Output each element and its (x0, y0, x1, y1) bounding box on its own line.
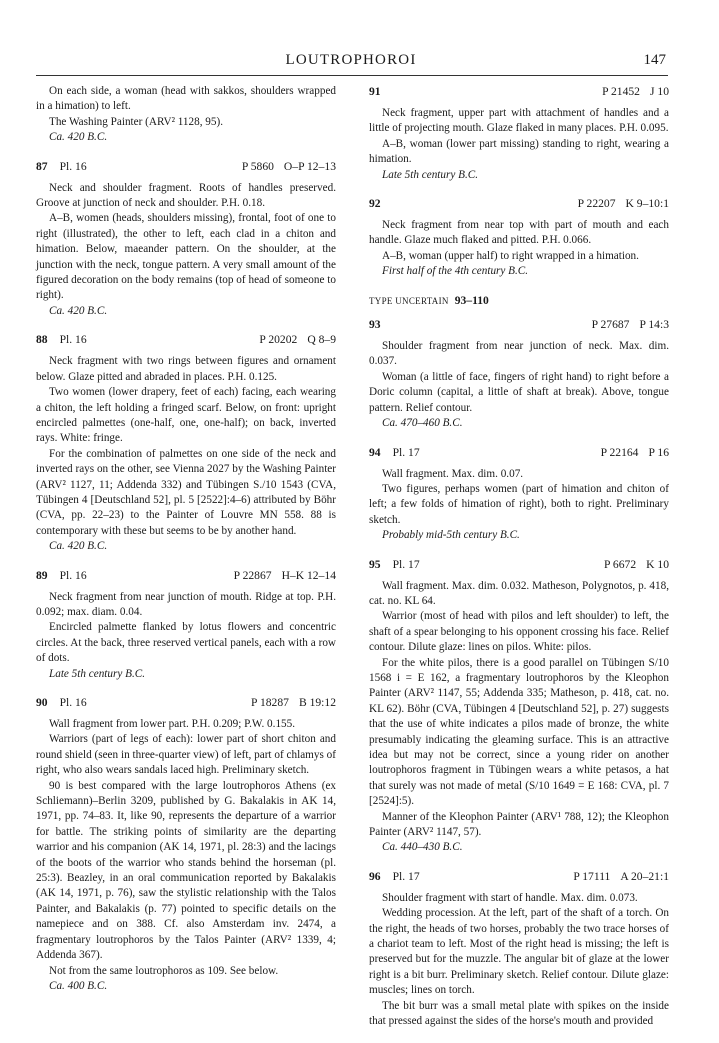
entry-date: Ca. 420 B.C. (49, 304, 108, 317)
grid-ref: P 16 (648, 445, 669, 459)
plate-ref: Pl. 17 (392, 869, 420, 883)
entry-header-left (36, 159, 87, 175)
entry-paragraph: Two figures, perhaps women (part of himation and chiton of left; a few folds of himation of right), both to right. Preliminary sketch. (369, 482, 669, 526)
entry-number: 92 (369, 197, 381, 211)
continued-entry (36, 84, 336, 146)
entry-paragraph: For the white pilos, there is a good parallel on Tübingen S/10 1568 i = E 162, a fragmentary loutrophoros by the Kleophon Painter (ARV² 1147, 55; Addenda 335; Matheson, p. 418, cat. no. KL 62). Böhr (CVA, Tübingen 4 [Deutschland 52], p. 27) suggests that the use of white indicates a pilos made of bronze, the white presumably indicating the gleaming surface. This is an attractive idea but may not be correct, since a young rider on another loutrophoros fragment in Tübingen wears a white petasos, a hat that surely was not made of metal (S/10 1649 = E 168: CVA, pl. 7 [2524]:5). (369, 656, 669, 808)
grid-ref: A 20–21:1 (620, 869, 669, 883)
entry-header-right (578, 196, 669, 212)
entry-paragraph: Wall fragment from lower part. P.H. 0.209; P.W. 0.155. (49, 718, 296, 730)
entry-paragraph: Not from the same loutrophoros as 109. See below. (49, 964, 279, 977)
entry-header-right (602, 84, 669, 100)
entry-paragraph: A–B, woman (lower part missing) standing to right, wearing a himation. (369, 137, 669, 166)
entry-paragraph: Manner of the Kleophon Painter (ARV¹ 788, 12); the Kleophon Painter (ARV² 1147, 57). (369, 810, 669, 839)
entry-header (369, 84, 669, 100)
entry-date: Late 5th century B.C. (49, 667, 146, 680)
type-heading-label: TYPE UNCERTAIN (369, 295, 449, 306)
catalogue-entry (36, 332, 336, 554)
catalogue-entry (369, 557, 669, 856)
type-heading (369, 293, 669, 309)
entry-paragraph: Wedding procession. At the left, part of the shaft of a torch. On the right, the heads of two horses, probably the two trace horses of a chariot team to left. Most of the right head is missing; the left is preserved but for the muzzle. The angular bit of glaze at the lower right is a bit burr. Preliminary sketch. Relief contour. Dilute glaze: muscles; lines on torch. (369, 907, 669, 997)
entry-header-left (369, 317, 381, 333)
entry-number: 91 (369, 85, 381, 98)
entry-paragraph: Neck fragment, upper part with attachment of handles and a little of projecting mouth. Glaze flaked in many places. P.H. 0.095. (369, 107, 669, 135)
catalogue-entry (369, 84, 669, 183)
entry-paragraph: Shoulder fragment with start of handle. Max. dim. 0.073. (382, 891, 638, 904)
inventory-number: P 27687 (591, 318, 630, 332)
entry-header-left (369, 869, 420, 885)
inventory-number: P 17111 (573, 869, 611, 883)
page-number: 147 (643, 52, 666, 68)
entry-number: 96 (369, 869, 381, 883)
entry-header-right (601, 445, 669, 461)
type-heading-range: 93–110 (454, 293, 489, 307)
entry-paragraph: 90 is best compared with the large loutrophoros Athens (ex Schliemann)–Berlin 3209, published by G. Bakalakis in AK 14, 1971, pp. 74–83. It, like 90, represents the departure of a warrior for battle. The striking points of similarity are the departing warrior and his companion (AK 14, 1971, pl. 28:3) and the lacings of the boots of the warrior who stands behind the horseman (pl. 25:3). Beazley, in an oral communication reported by Bakalakis (AK 14, 1971, p. 76), saw the stylistic relationship with the Talos Painter, and Bakalakis (p. 77) pointed to specific details on the namepiece and on 388. Cf. also Amsterdam inv. 2474, a fragmentary loutrophoros by the Talos Painter (ARV² 1339, 4; Addenda 367). (36, 779, 336, 962)
entry-header (36, 159, 336, 175)
entry-header (369, 869, 669, 885)
entry-header (36, 695, 336, 711)
inventory-number: P 22867 (233, 568, 272, 582)
entry-paragraph: The Washing Painter (ARV² 1128, 95). (49, 115, 224, 128)
plate-ref: Pl. 16 (59, 159, 87, 173)
entry-date: Ca. 420 B.C. (49, 540, 108, 553)
entry-paragraph: Neck fragment with two rings between figures and ornament below. Glaze pitted and abraded in places. P.H. 0.125. (36, 355, 336, 383)
entry-number: 95 (369, 557, 381, 571)
grid-ref: J 10 (649, 85, 669, 98)
entry-date: Ca. 470–460 B.C. (382, 417, 463, 430)
entry-number: 87 (36, 159, 48, 173)
plate-ref: Pl. 16 (59, 568, 87, 582)
entry-header-right (573, 869, 669, 885)
entry-header-right (592, 317, 669, 333)
entry-header-left (36, 332, 87, 348)
entry-paragraph: Encircled palmette flanked by lotus flowers and concentric circles. At the back, three reserved vertical panels, each with a row of dots. (36, 621, 336, 665)
entry-header (369, 557, 669, 573)
entry-date: First half of the 4th century B.C. (382, 265, 529, 278)
entry-date: Ca. 400 B.C. (49, 979, 108, 992)
entry-paragraph: Neck and shoulder fragment. Roots of handles preserved. Groove at junction of neck and shoulder. P.H. 0.18. (36, 181, 336, 210)
entry-paragraph: For the combination of palmettes on one side of the neck and inverted rays on the other, see Vienna 2027 by the Washing Painter (ARV² 1127, 11; Addenda 332) and Tübingen S./10 1543 (CVA, Tübingen 4 [Deutschland 52], pl. 5 [2522]:4–6) attributed by Böhr (CVA, pp. 22–23) to the Painter of Louvre MN 558. 88 is contemporary with these but seems to be by another hand. (36, 447, 336, 537)
entry-header (369, 317, 669, 333)
grid-ref: K 10 (646, 557, 669, 571)
right-column (369, 84, 669, 1043)
catalogue-entry (36, 695, 336, 994)
entry-number: 88 (36, 333, 48, 347)
entry-paragraph: Wall fragment. Max. dim. 0.07. (382, 467, 524, 480)
entry-header-left (36, 695, 87, 711)
inventory-number: P 22207 (577, 197, 616, 211)
entry-paragraph: Woman (a little of face, fingers of right hand) to right before a Doric column (capital, a little of shaft at break). Above, tongue pattern. Relief contour. (369, 370, 669, 414)
inventory-number: P 18287 (251, 696, 289, 709)
entry-header-right (234, 568, 336, 584)
entry-header-right (259, 332, 336, 348)
entry-paragraph: Warrior (most of head with pilos and left shoulder) to left, the shaft of a spear belonging to his opponent crossing his face. Relief contour. Dilute glaze: lines on pilos. White: pilos. (369, 610, 669, 654)
entry-header-left (369, 557, 420, 573)
entry-header-left (369, 196, 381, 212)
entry-header (369, 196, 669, 212)
grid-ref: H–K 12–14 (281, 568, 336, 582)
entry-number: 90 (36, 696, 48, 709)
plate-ref: Pl. 16 (59, 333, 87, 347)
catalogue-entry (369, 445, 669, 544)
running-head (36, 50, 666, 72)
catalogue-entry (369, 196, 669, 280)
inventory-number: P 6672 (604, 557, 637, 571)
entry-paragraph: Warriors (part of legs of each): lower part of short chiton and round shield (seen in three-quarter view) of left, part of chlamys of right, who also wears sandals laced high. Preliminary sketch. (36, 733, 336, 777)
entry-date: Ca. 440–430 B.C. (382, 841, 463, 854)
entry-paragraph: Shoulder fragment from near junction of neck. Max. dim. 0.037. (369, 340, 669, 368)
catalogue-entry (369, 869, 669, 1030)
inventory-number: P 22164 (600, 445, 639, 459)
plate-ref: Pl. 16 (59, 696, 87, 709)
inventory-number: P 21452 (602, 85, 640, 98)
entry-header-left (369, 84, 381, 100)
catalogue-entry (36, 159, 336, 320)
entry-header (36, 332, 336, 348)
entry-header-right (604, 557, 669, 573)
entry-header (369, 445, 669, 461)
entry-paragraph: Wall fragment. Max. dim. 0.032. Matheson, Polygnotos, p. 418, cat. no. KL 64. (369, 579, 669, 607)
catalogue-entry (369, 317, 669, 431)
inventory-number: P 20202 (259, 333, 298, 347)
entry-number: 93 (369, 318, 381, 332)
plate-ref: Pl. 17 (392, 445, 420, 459)
entry-header (36, 568, 336, 584)
entry-header-left (369, 445, 420, 461)
entry-paragraph: The bit burr was a small metal plate with spikes on the inside that pressed against the sides of the horse's mouth and provided (369, 999, 669, 1028)
entry-date: Ca. 420 B.C. (49, 131, 108, 144)
entry-header-right (242, 159, 336, 175)
running-head-title: LOUTROPHOROI (285, 52, 417, 68)
entry-paragraph: Neck fragment from near top with part of mouth and each handle. Glaze much flaked and pitted. P.H. 0.066. (369, 219, 669, 247)
grid-ref: Q 8–9 (307, 333, 336, 347)
entry-paragraph: Neck fragment from near junction of mouth. Ridge at top. P.H. 0.092; max. diam. 0.04. (36, 590, 336, 618)
inventory-number: P 5860 (241, 159, 274, 173)
entry-number: 94 (369, 445, 381, 459)
entry-paragraph: A–B, women (heads, shoulders missing), frontal, foot of one to right (illustrated), the other to left, each clad in a chiton and himation. Below, maeander pattern. On the shoulder, at the junction with the neck, tongue pattern. A very small amount of the figured decoration on the body remains (top of head of someone to right). (36, 212, 336, 302)
left-column (36, 84, 336, 1007)
header-rule (36, 75, 668, 76)
entry-date: Probably mid-5th century B.C. (382, 529, 520, 542)
catalogue-entry (36, 568, 336, 682)
entry-number: 89 (36, 568, 48, 582)
grid-ref: O–P 12–13 (283, 159, 336, 173)
grid-ref: P 14:3 (639, 318, 669, 332)
entry-paragraph: Two women (lower drapery, feet of each) facing, each wearing a chiton, the left holding a fringed scarf. Below, on front: upright encircled palmettes (one-half, one, one-half); on back, inverted rays. White: fringe. (36, 386, 336, 445)
entry-header-left (36, 568, 87, 584)
entry-date: Late 5th century B.C. (382, 168, 479, 181)
entry-header-right (251, 695, 336, 711)
grid-ref: K 9–10:1 (625, 197, 669, 211)
grid-ref: B 19:12 (298, 696, 336, 709)
entry-paragraph: On each side, a woman (head with sakkos, shoulders wrapped in a himation) to left. (36, 85, 336, 113)
entry-paragraph: A–B, woman (upper half) to right wrapped in a himation. (382, 249, 639, 262)
plate-ref: Pl. 17 (392, 557, 420, 571)
